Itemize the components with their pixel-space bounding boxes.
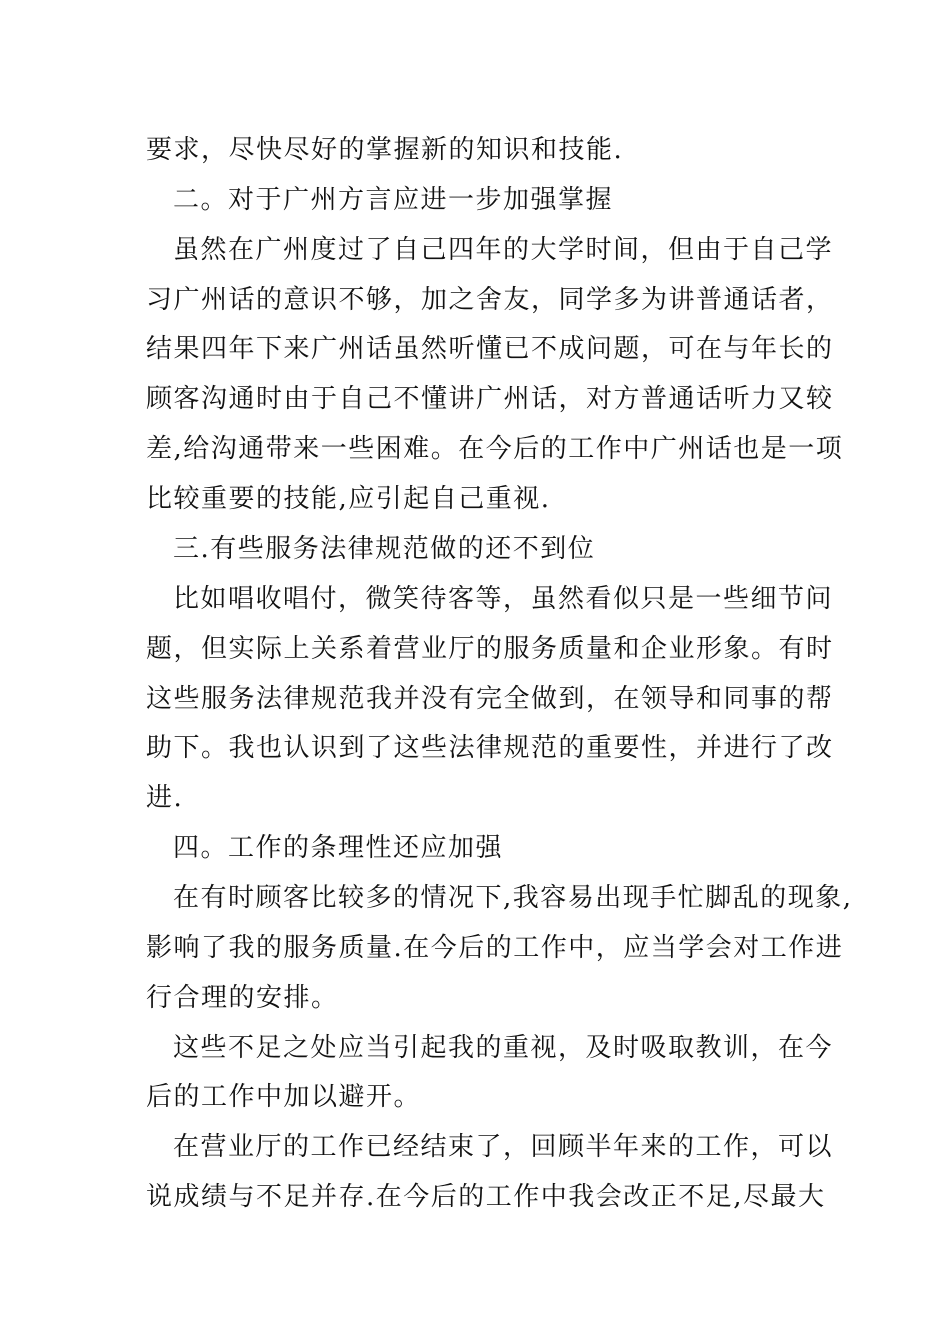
section-heading: 三.有些服务法律规范做的还不到位 [173, 534, 596, 564]
paragraph-line: 差,给沟通带来一些困难。在今后的工作中广州话也是一项 [146, 434, 844, 464]
paragraph-line: 题，但实际上关系着营业厅的服务质量和企业形象。有时 [146, 634, 834, 664]
section-heading: 二。对于广州方言应进一步加强掌握 [173, 185, 614, 215]
paragraph-line: 顾客沟通时由于自己不懂讲广州话，对方普通话听力又较 [146, 384, 834, 414]
paragraph-line: 习广州话的意识不够，加之舍友，同学多为讲普通话者， [146, 285, 834, 315]
paragraph-line: 行合理的安排。 [146, 983, 339, 1013]
paragraph-line: 进. [146, 783, 184, 813]
paragraph-line: 助下。我也认识到了这些法律规范的重要性，并进行了改 [146, 733, 834, 763]
paragraph-line: 在有时顾客比较多的情况下,我容易出现手忙脚乱的现象, [173, 883, 853, 913]
paragraph-line: 后的工作中加以避开。 [146, 1082, 422, 1112]
paragraph-line: 在营业厅的工作已经结束了，回顾半年来的工作，可以 [173, 1132, 834, 1162]
paragraph-line: 结果四年下来广州话虽然听懂已不成问题，可在与年长的 [146, 334, 834, 364]
paragraph-line: 比较重要的技能,应引起自己重视. [146, 484, 551, 514]
paragraph-line: 影响了我的服务质量.在今后的工作中，应当学会对工作进 [146, 933, 844, 963]
paragraph-line: 要求，尽快尽好的掌握新的知识和技能. [146, 135, 624, 165]
paragraph-line: 这些不足之处应当引起我的重视，及时吸取教训，在今 [173, 1033, 834, 1063]
paragraph-line: 比如唱收唱付，微笑待客等，虽然看似只是一些细节问 [173, 584, 834, 614]
section-heading: 四。工作的条理性还应加强 [173, 833, 504, 863]
paragraph-line: 虽然在广州度过了自己四年的大学时间，但由于自己学 [173, 235, 834, 265]
paragraph-line: 说成绩与不足并存.在今后的工作中我会改正不足,尽最大 [146, 1182, 826, 1212]
paragraph-line: 这些服务法律规范我并没有完全做到，在领导和同事的帮 [146, 684, 834, 714]
